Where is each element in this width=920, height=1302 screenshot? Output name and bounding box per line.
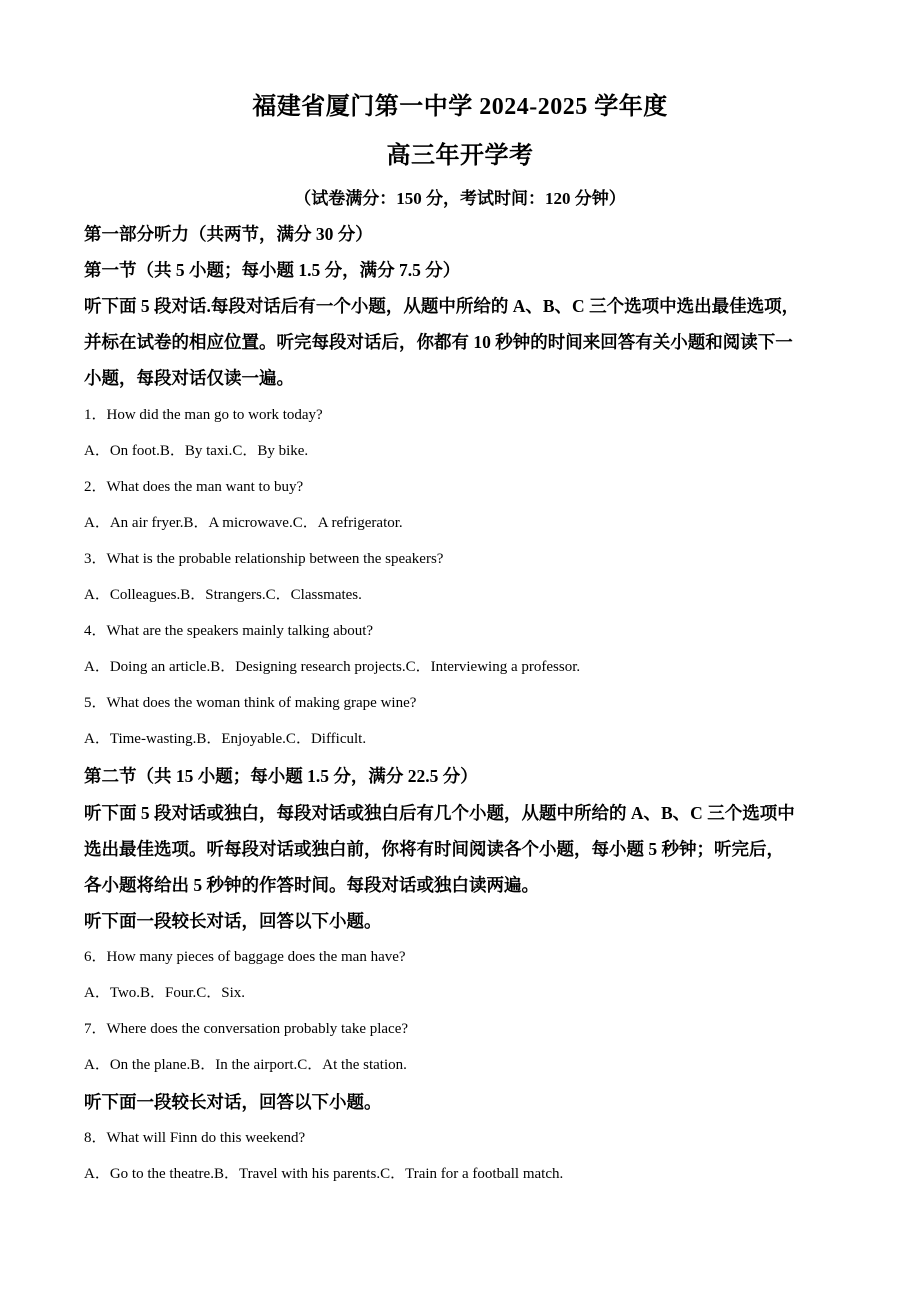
section2-instruction-line: 听下面 5 段对话或独白，每段对话或独白后有几个小题，从题中所给的 A、B、C 三个选项中	[84, 803, 795, 823]
question-7: 7．Where does the conversation probably take place?	[84, 1021, 409, 1037]
exam-title: 福建省厦门第一中学 2024-2025 学年度	[252, 94, 668, 120]
dialogue-intro: 听下面一段较长对话，回答以下小题。	[84, 911, 382, 931]
question-1-options: A．On foot.B．By taxi.C．By bike.	[84, 443, 309, 459]
question-2: 2．What does the man want to buy?	[84, 479, 304, 495]
question-1: 1．How did the man go to work today?	[84, 407, 323, 423]
question-3: 3．What is the probable relationship between the speakers?	[84, 551, 444, 567]
question-8-options: A．Go to the theatre.B．Travel with his parents.C．Train for a football match.	[84, 1166, 564, 1182]
question-3-options: A．Colleagues.B．Strangers.C．Classmates.	[84, 587, 362, 603]
question-4: 4．What are the speakers mainly talking about?	[84, 623, 374, 639]
section1-instruction-line: 小题，每段对话仅读一遍。	[84, 368, 294, 388]
exam-subtitle: 高三年开学考	[386, 143, 534, 169]
section2-instruction-line: 选出最佳选项。听每段对话或独白前，你将有时间阅读各个小题，每小题 5 秒钟；听完后，	[84, 839, 784, 859]
question-5: 5．What does the woman think of making grape wine?	[84, 695, 417, 711]
question-6-options: A．Two.B．Four.C．Six.	[84, 985, 246, 1001]
section1-instruction-line: 听下面 5 段对话.每段对话后有一个小题，从题中所给的 A、B、C 三个选项中选出最佳选项，	[84, 296, 800, 316]
part1-heading: 第一部分听力（共两节，满分 30 分）	[84, 224, 373, 244]
question-2-options: A．An air fryer.B．A microwave.C．A refrigerator.	[84, 515, 403, 531]
section2-instruction-line: 各小题将给出 5 秒钟的作答时间。每段对话或独白读两遍。	[84, 875, 539, 895]
exam-info: （试卷满分：150 分，考试时间：120 分钟）	[294, 189, 626, 208]
section2-heading: 第二节（共 15 小题；每小题 1.5 分，满分 22.5 分）	[84, 766, 478, 786]
question-6: 6．How many pieces of baggage does the man have?	[84, 949, 406, 965]
question-7-options: A．On the plane.B．In the airport.C．At the station.	[84, 1057, 407, 1073]
section1-heading: 第一节（共 5 小题；每小题 1.5 分，满分 7.5 分）	[84, 260, 461, 280]
section1-instruction-line: 并标在试卷的相应位置。听完每段对话后，你都有 10 秒钟的时间来回答有关小题和阅读下一	[84, 332, 793, 352]
question-4-options: A．Doing an article.B．Designing research projects.C．Interviewing a professor.	[84, 659, 581, 675]
dialogue-intro: 听下面一段较长对话，回答以下小题。	[84, 1092, 382, 1112]
question-5-options: A．Time-wasting.B．Enjoyable.C．Difficult.	[84, 731, 367, 747]
question-8: 8．What will Finn do this weekend?	[84, 1130, 306, 1146]
